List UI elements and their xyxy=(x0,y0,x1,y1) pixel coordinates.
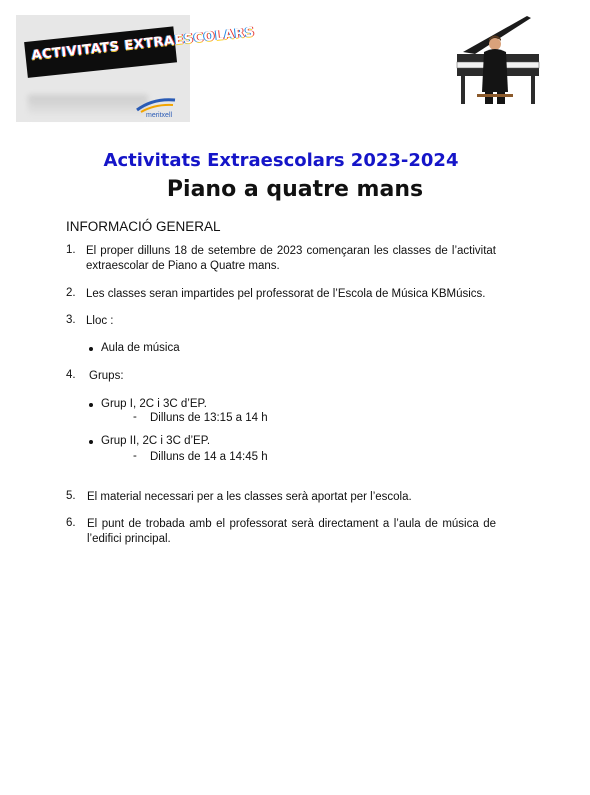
dash-icon: - xyxy=(133,411,137,423)
list-item-text: El proper dilluns 18 de setembre de 2023 començaran les classes de l’activitat extraescolar de Piano a Quatre mans. xyxy=(86,245,496,272)
dash-icon: - xyxy=(133,450,137,462)
pianist-icon xyxy=(455,14,541,106)
logo-banner-text: ACTIVITATS EXTRAESCOLARS xyxy=(30,24,256,64)
list-item-text: El material necessari per a les classes serà aportat per l’escola. xyxy=(87,491,412,503)
page-title: Activitats Extraescolars 2023-2024 xyxy=(103,150,459,171)
list-item-number: 4. xyxy=(66,369,76,381)
school-logo xyxy=(16,15,256,122)
list-item-number: 2. xyxy=(66,287,76,299)
location-bullet-text: Aula de música xyxy=(101,342,180,354)
section-heading: INFORMACIÓ GENERAL xyxy=(66,219,221,234)
list-item-text: Les classes seran impartides pel professorat de l’Escola de Música KBMúsics. xyxy=(86,288,486,300)
list-item-number: 6. xyxy=(66,517,76,529)
bullet-icon xyxy=(89,403,93,407)
list-item-text: Grups: xyxy=(89,370,124,382)
logo-banner xyxy=(24,24,256,77)
list-item-number: 3. xyxy=(66,314,76,326)
group-schedule: Dilluns de 13:15 a 14 h xyxy=(150,412,268,424)
list-item-number: 1. xyxy=(66,244,76,256)
group-name: Grup II, 2C i 3C d’EP. xyxy=(101,435,211,447)
group-schedule: Dilluns de 14 a 14:45 h xyxy=(150,451,268,463)
logo-mark-text: meritxell xyxy=(146,112,173,119)
bullet-icon xyxy=(89,440,93,444)
list-item-text: Lloc : xyxy=(86,315,114,327)
group-name: Grup I, 2C i 3C d’EP. xyxy=(101,398,207,410)
page-subtitle: Piano a quatre mans xyxy=(166,177,424,202)
list-item-text: El punt de trobada amb el professorat serà directament a l’aula de música de l’edifici principal. xyxy=(87,518,496,545)
bullet-icon xyxy=(89,347,93,351)
list-item-number: 5. xyxy=(66,490,76,502)
logo-reflection xyxy=(28,95,148,117)
